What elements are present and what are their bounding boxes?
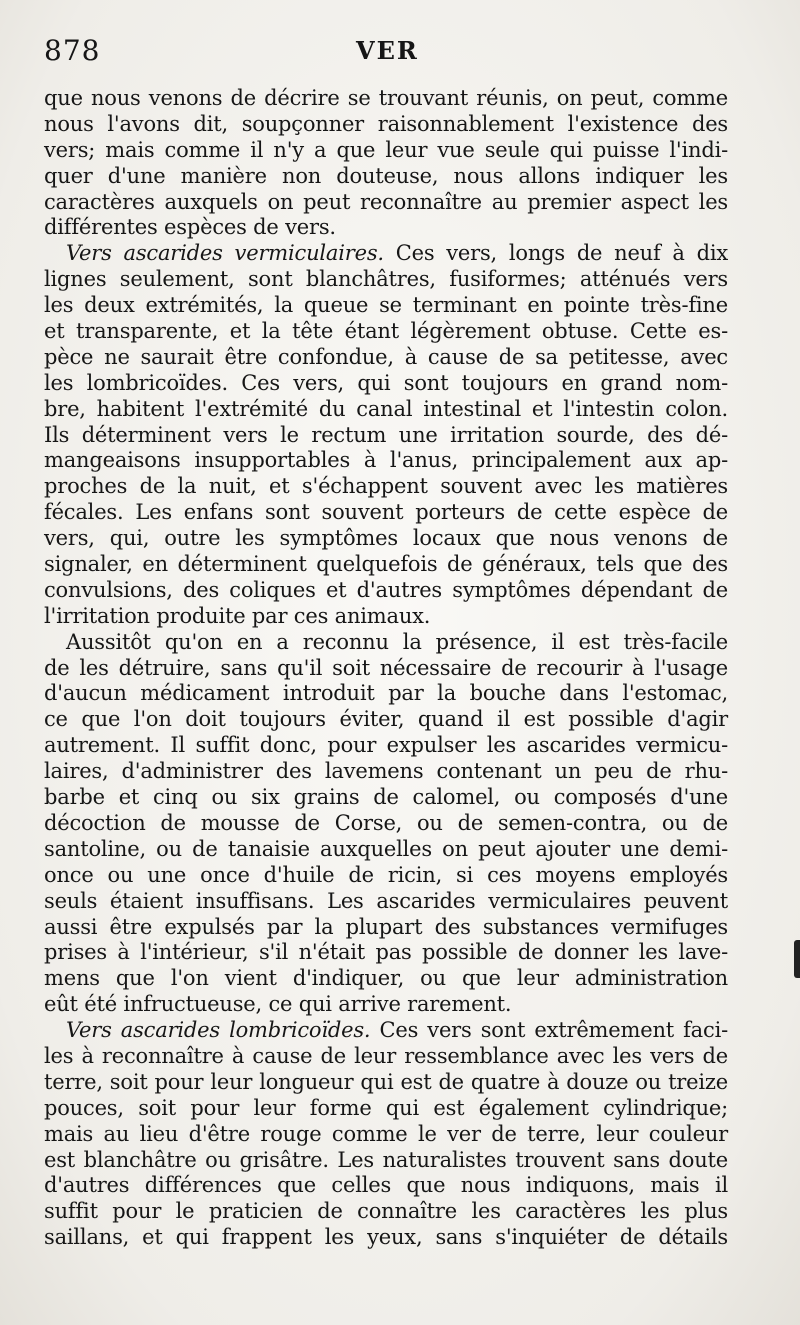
line-text: signaler, en déterminent quelquefois de généraux, tels que des bbox=[44, 552, 728, 577]
text-line bbox=[44, 526, 728, 552]
body-text bbox=[44, 86, 728, 1251]
line-text: prises à l'intérieur, s'il n'était pas possible de donner les lave- bbox=[44, 940, 728, 965]
line-text: l'irritation produite par ces animaux. bbox=[44, 603, 431, 628]
text-line bbox=[44, 759, 728, 785]
italic-heading: Vers ascarides vermiculaires. bbox=[66, 241, 384, 266]
line-text: bre, habitent l'extrémité du canal intestinal et l'intestin colon. bbox=[44, 396, 728, 421]
line-text: laires, d'administrer des lavemens contenant un peu de rhu- bbox=[44, 759, 728, 784]
text-line bbox=[44, 811, 728, 837]
page-header bbox=[44, 34, 744, 74]
page-edge-mark bbox=[794, 940, 800, 978]
text-line bbox=[44, 241, 728, 267]
line-text: fécales. Les enfans sont souvent porteurs de cette espèce de bbox=[44, 500, 728, 525]
text-line bbox=[44, 371, 728, 397]
line-text: suffit pour le praticien de connaître les caractères les plus bbox=[44, 1199, 728, 1224]
line-text: saillans, et qui frappent les yeux, sans s'inquiéter de détails bbox=[44, 1225, 728, 1250]
line-text: Ces vers sont extrêmement faci- bbox=[370, 1018, 728, 1043]
text-line bbox=[44, 1122, 728, 1148]
text-line bbox=[44, 215, 728, 241]
line-text: quer d'une manière non douteuse, nous allons indiquer les bbox=[44, 163, 728, 188]
text-line bbox=[44, 837, 728, 863]
text-line bbox=[44, 397, 728, 423]
text-line bbox=[44, 112, 728, 138]
italic-heading: Vers ascarides lombricoïdes. bbox=[66, 1018, 371, 1043]
text-line bbox=[44, 915, 728, 941]
text-line bbox=[44, 1044, 728, 1070]
text-line bbox=[44, 1199, 728, 1225]
line-text: les deux extrémités, la queue se terminant en pointe très-fine bbox=[44, 293, 728, 318]
line-text: vers, qui, outre les symptômes locaux que nous venons de bbox=[44, 526, 728, 551]
text-line bbox=[44, 1148, 728, 1174]
running-head: VER bbox=[356, 36, 419, 65]
text-line bbox=[44, 500, 728, 526]
line-text: Aussitôt qu'on en a reconnu la présence, il est très-facile bbox=[66, 629, 728, 654]
line-text: est blanchâtre ou grisâtre. Les naturalistes trouvent sans doute bbox=[44, 1147, 728, 1172]
line-text: d'autres différences que celles que nous indiquons, mais il bbox=[44, 1173, 728, 1198]
text-line bbox=[44, 1070, 728, 1096]
line-text: terre, soit pour leur longueur qui est de quatre à douze ou treize bbox=[44, 1069, 728, 1094]
text-line bbox=[44, 423, 728, 449]
line-text: Ils déterminent vers le rectum une irritation sourde, des dé- bbox=[44, 422, 728, 447]
line-text: les lombricoïdes. Ces vers, qui sont toujours en grand nom- bbox=[44, 370, 728, 395]
text-line bbox=[44, 1096, 728, 1122]
line-text: les à reconnaître à cause de leur ressemblance avec les vers de bbox=[44, 1043, 728, 1068]
line-text: aussi être expulsés par la plupart des substances vermifuges bbox=[44, 914, 728, 939]
line-text: lignes seulement, sont blanchâtres, fusiformes; atténués vers bbox=[44, 267, 728, 292]
line-text: nous l'avons dit, soupçonner raisonnablement l'existence des bbox=[44, 111, 728, 136]
line-text: eût été infructueuse, ce qui arrive rarement. bbox=[44, 992, 512, 1017]
text-line bbox=[44, 707, 728, 733]
text-line bbox=[44, 138, 728, 164]
text-line bbox=[44, 448, 728, 474]
line-text: que nous venons de décrire se trouvant réunis, on peut, comme bbox=[44, 86, 728, 110]
line-text: barbe et cinq ou six grains de calomel, ou composés d'une bbox=[44, 785, 728, 810]
text-line bbox=[44, 630, 728, 656]
text-line bbox=[44, 863, 728, 889]
text-line bbox=[44, 293, 728, 319]
text-line bbox=[44, 940, 728, 966]
line-text: once ou une once d'huile de ricin, si ces moyens employés bbox=[44, 862, 728, 887]
line-text: mais au lieu d'être rouge comme le ver de terre, leur couleur bbox=[44, 1121, 728, 1146]
text-line bbox=[44, 733, 728, 759]
text-line bbox=[44, 1173, 728, 1199]
page-number: 878 bbox=[44, 34, 101, 67]
text-line bbox=[44, 578, 728, 604]
text-line bbox=[44, 319, 728, 345]
line-text: proches de la nuit, et s'échappent souvent avec les matières bbox=[44, 474, 728, 499]
line-text: ce que l'on doit toujours éviter, quand il est possible d'agir bbox=[44, 707, 728, 732]
text-line bbox=[44, 345, 728, 371]
line-text: mens que l'on vient d'indiquer, ou que leur administration bbox=[44, 966, 728, 991]
line-text: d'aucun médicament introduit par la bouche dans l'estomac, bbox=[44, 681, 728, 706]
line-text: pèce ne saurait être confondue, à cause de sa petitesse, avec bbox=[44, 344, 728, 369]
text-line bbox=[44, 86, 728, 112]
line-text: Ces vers, longs de neuf à dix bbox=[383, 241, 728, 266]
line-text: différentes espèces de vers. bbox=[44, 215, 336, 240]
text-line bbox=[44, 1018, 728, 1044]
text-line bbox=[44, 164, 728, 190]
line-text: de les détruire, sans qu'il soit nécessaire de recourir à l'usage bbox=[44, 655, 728, 680]
line-text: et transparente, et la tête étant légèrement obtuse. Cette es- bbox=[44, 319, 728, 344]
line-text: décoction de mousse de Corse, ou de semen-contra, ou de bbox=[44, 810, 728, 835]
line-text: autrement. Il suffit donc, pour expulser les ascarides vermicu- bbox=[44, 733, 728, 758]
line-text: santoline, ou de tanaisie auxquelles on peut ajouter une demi- bbox=[44, 836, 728, 861]
text-line bbox=[44, 966, 728, 992]
line-text: caractères auxquels on peut reconnaître au premier aspect les bbox=[44, 189, 728, 214]
text-line bbox=[44, 190, 728, 216]
line-text: mangeaisons insupportables à l'anus, principalement aux ap- bbox=[44, 448, 728, 473]
text-line bbox=[44, 656, 728, 682]
text-line bbox=[44, 992, 728, 1018]
text-line bbox=[44, 889, 728, 915]
line-text: vers; mais comme il n'y a que leur vue seule qui puisse l'indi- bbox=[44, 137, 728, 162]
text-line bbox=[44, 785, 728, 811]
line-text: pouces, soit pour leur forme qui est également cylindrique; bbox=[44, 1095, 728, 1120]
text-line bbox=[44, 552, 728, 578]
text-line bbox=[44, 474, 728, 500]
line-text: convulsions, des coliques et d'autres symptômes dépendant de bbox=[44, 577, 728, 602]
text-line bbox=[44, 1225, 728, 1251]
text-line bbox=[44, 604, 728, 630]
text-line bbox=[44, 267, 728, 293]
text-line bbox=[44, 681, 728, 707]
line-text: seuls étaient insuffisans. Les ascarides vermiculaires peuvent bbox=[44, 888, 728, 913]
